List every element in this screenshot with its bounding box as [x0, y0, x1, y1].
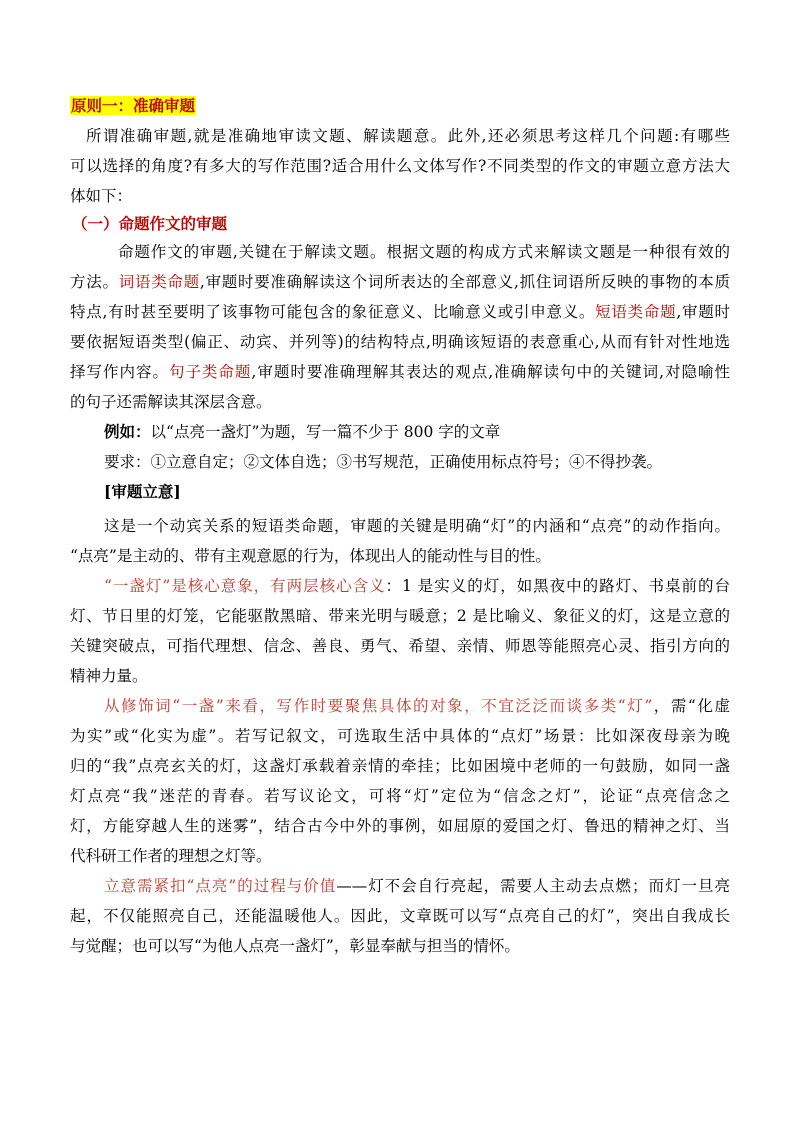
example-line	[104, 422, 764, 442]
intro-line-2: 可以选择的角度?有多大的写作范围?适合用什么文体写作?不同类型的作文的审题立意方法大	[70, 157, 730, 175]
a2-line-2: 灯、节日里的灯笼，它能驱散黑暗、带来光明与暖意；2 是比喻义、象征义的灯，这是立意的	[70, 607, 730, 625]
example-label: 例如：	[104, 422, 151, 441]
p1-line-2: 方法。词语类命题,审题时要准确解读这个词所表达的全部意义,抓住词语所反映的事物的本质	[70, 273, 730, 291]
term-word-type: 词语类命题	[118, 273, 200, 291]
a4-line-2: 起，不仅能照亮自己，还能温暖他人。因此，文章既可以写“点亮自己的灯”，突出自我成长	[70, 907, 730, 925]
a3-line-6: 代科研工作者的理想之灯等。	[70, 847, 272, 865]
a4-line-3: 与觉醒；也可以写“为他人点亮一盏灯”，彰显奉献与担当的情怀。	[70, 937, 520, 955]
a1-line-2: “点亮”是主动的、带有主观意愿的行为，体现出人的能动性与目的性。	[70, 547, 551, 565]
p1-line-4: 要依据短语类型(偏正、动宾、并列等)的结构特点,明确该短语的表意重心,从而有针对性地选	[70, 333, 730, 351]
a3-line-2: 为实”或“化实为虚”。若写记叙文，可选取生活中具体的“点灯”场景：比如深夜母亲为晚	[70, 727, 730, 745]
section1-title: （一）命题作文的审题	[72, 214, 228, 233]
principle-title-line	[70, 96, 730, 116]
analysis-title: [审题立意]	[104, 482, 181, 501]
example-requirements: 要求：①立意自定；②文体自选；③书写规范，正确使用标点符号；④不得抄袭。	[104, 453, 663, 471]
example-text: 以“点亮一盏灯”为题，写一篇不少于 800 字的文章	[150, 423, 501, 441]
p1-line-5: 择写作内容。句子类命题,审题时要准确理解其表达的观点,准确解读句中的关键词,对隐喻性	[70, 363, 730, 381]
a2-line-1: “一盏灯”是核心意象，有两层核心含义：1 是实义的灯，如黑夜中的路灯、书桌前的台	[104, 577, 730, 595]
a2-highlight: “一盏灯”是核心意象，有两层核心含义	[104, 577, 386, 595]
a1-line-1: 这是一个动宾关系的短语类命题，审题的关键是明确“灯”的内涵和“点亮”的动作指向。	[104, 517, 730, 535]
p1-line-1: 命题作文的审题,关键在于解读文题。根据文题的构成方式来解读文题是一种很有效的	[118, 243, 730, 261]
a2-line-3: 关键突破点，可指代理想、信念、善良、勇气、希望、亲情、师恩等能照亮心灵、指引方向的	[70, 637, 730, 655]
principle-title: 原则一：准确审题	[71, 96, 196, 115]
a2-line-4: 精神力量。	[70, 667, 148, 685]
a3-line-4: 灯点亮“我”迷茫的青春。若写议论文，可将“灯”定位为“信念之灯”，论证“点亮信念之	[70, 787, 730, 805]
term-phrase-type: 短语类命题	[595, 303, 677, 321]
p1-line-3: 特点,有时甚至要明了该事物可能包含的象征意义、比喻意义或引申意义。短语类命题,审题时	[70, 303, 730, 321]
a3-line-5: 灯，方能穿越人生的迷雾”，结合古今中外的事例，如屈原的爱国之灯、鲁迅的精神之灯、当	[70, 817, 730, 835]
a4-line-1: 立意需紧扣“点亮”的过程与价值——灯不会自行亮起，需要人主动去点燃；而灯一旦亮	[104, 877, 730, 895]
a4-highlight: 立意需紧扣“点亮”的过程与价值	[104, 877, 337, 895]
a3-line-1: 从修饰词“一盏”来看，写作时要聚焦具体的对象，不宜泛泛而谈多类“灯”，需“化虚	[104, 697, 730, 715]
a3-line-3: 归的“我”点亮玄关的灯，这盏灯承载着亲情的牵挂；比如困境中老师的一句鼓励，如同一盏	[70, 757, 730, 775]
a3-highlight: 从修饰词“一盏”来看，写作时要聚焦具体的对象，不宜泛泛而谈多类“灯”	[104, 697, 653, 715]
intro-line-3: 体如下：	[70, 187, 133, 205]
term-sentence-type: 句子类命题	[168, 363, 252, 381]
p1-line-6: 的句子还需解读其深层含意。	[70, 393, 272, 411]
intro-line-1: 所谓准确审题,就是准确地审读文题、解读题意。此外,还必须思考这样几个问题:有哪些	[86, 127, 730, 145]
